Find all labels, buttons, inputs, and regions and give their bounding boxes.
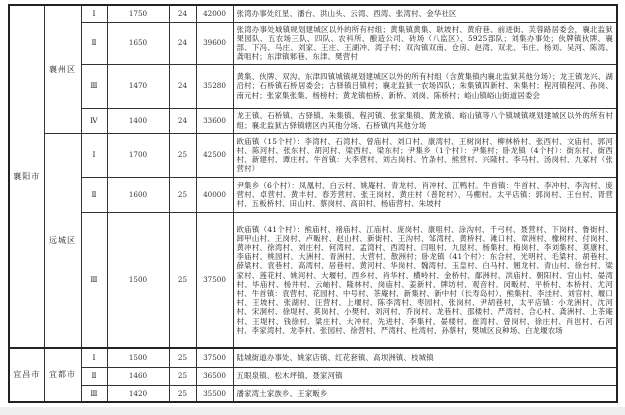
value-2-cell: 25 [169, 177, 196, 212]
grade-cell: Ⅰ [81, 348, 107, 367]
table-row [9, 385, 617, 402]
grade-cell: Ⅰ [81, 133, 107, 177]
value-3-cell: 39600 [196, 22, 233, 64]
city-cell: 襄阳市 [9, 5, 44, 348]
table-row [9, 367, 617, 385]
district-cell: 远城区 [44, 133, 81, 348]
area-description: 欧庙镇（41个村）：熊庙村、褚庙村、江庙村、庞岗村、康咀村、涂沟村、千弓村、聂营村、下岗村、鲁街村、卸甲山村、王岗村、卢畈村、赵山村、新街村、王沟村、邹湾村、黄桥村、滩口村、章洲村、橡树村、付岗村、黄冲村、徐湾村、刘庄村、何湾村、孟湾村、西湾村、闫咀村、九屋村、杨集村、梅岗村、李刘集村、莫康村、李庙村、桃园村、大洲村、青洲村、大营村、散洲村；卧龙镇（41个村）：东合村、光明村、毛粱村、胡巷村、薛粱村、袁巷村、高湾村、居巷村、黄河村、华岗村、魏湾村、玉皇村、白马村、翘龙村、青山村、徐台村、梁家村、莲花村、姚河村、大堰村、西乡村、肖华村、横岭村、金桥村、鄢洲村、洪庙村、朝阳村、官山村、晏湾村、毕庙村、杨井村、云岫村、隆林村、岗庙村、姜新村、牌坊村、观音村、闵畈村、平桥村、本桥村、尤河村、牛首镇：袁营村、花园村、中号村、茶庵村、新集村、新中村（长寿岛村）、熊集村、李洼村、刘官村、堰口村、王坡村、张湖村、汪营村、上堰村、陈李湾村、枣园村、张岗村、尹胡巷村，太平店镇：小龙洲村、沈河村、宋洞村、徐堤村、莫岗村、小樊村、刘河村、乔岗村、龙巷村、邵楼村、严湾村、合心村、龚洲村、上茶庵村、王堤村、钱徐村、粱庄村、大冲村、先进村、李集村、晏楼村、崔湾村、曾岗村、徐庄村、肖岜村、石河村、李家湾村、龙李村、张园村、徐营村、严湾村、杜湾村、孙蔡村，樊城区良种场、白龙堰农场 [233, 212, 617, 348]
area-description: 黄集、伙牌、双沟、东津四镇城镇规划建城区以外的所有村组（含黄集镇内襄北监狱其他分场）；龙王镇龙兴、湖沿村；石桥镇石桥居委会；古驿镇吕镇村；襄北监狱一农场四队；朱集镇四新村、朱集村；程河镇程河、孙岗、南元村；张家集张集、杨榜村；黄龙镇柏桥、新桥、刘岗、陈桥村；峪山镇峪山街道居委会 [233, 64, 617, 108]
district-cell: 宜都市 [44, 348, 81, 402]
table-row [9, 212, 617, 348]
grade-cell: Ⅱ [81, 177, 107, 212]
area-description: 陆城街道办事处、姚家店镇、红花套镇、高坝洲镇、枝城镇 [233, 348, 617, 367]
value-1-cell: 1460 [107, 367, 169, 385]
value-1-cell: 1500 [107, 212, 169, 348]
value-2-cell: 24 [169, 64, 196, 108]
area-description: 潘家湾土家族乡、王家畈乡 [233, 385, 617, 402]
value-1-cell: 1650 [107, 22, 169, 64]
value-1-cell: 1600 [107, 177, 169, 212]
value-2-cell: 25 [169, 385, 196, 402]
value-1-cell: 1750 [107, 5, 169, 22]
grade-cell: Ⅲ [81, 385, 107, 402]
table-row [9, 64, 617, 108]
value-3-cell: 42500 [196, 133, 233, 177]
land-compensation-table [8, 4, 618, 403]
value-1-cell: 1500 [107, 348, 169, 367]
value-2-cell: 24 [169, 22, 196, 64]
value-3-cell: 37500 [196, 212, 233, 348]
grade-cell: Ⅱ [81, 367, 107, 385]
area-description: 张湾办事处城镇规划建城区以外的所有村组；黄集镇黄集、耿坡村、黄府巷、前进街、芙蓉路居委会，襄北监狱果园队、五农场三队、四队、农科所、酿造公司、砖场（八监区）、5925部队；刘集办事处；伙牌镇伙牌、襄部、下冯、马庄、刘家、王庄、王湖冲、湾子村；双沟镇双南、仓房、赵湾、双北、韦庄、杨刘、吴河、陈湾、龚咀村；东津镇邾巷、东津、樊营村 [233, 22, 617, 64]
table-row [9, 108, 617, 133]
value-1-cell: 1420 [107, 385, 169, 402]
grade-cell: Ⅳ [81, 108, 107, 133]
value-3-cell: 35500 [196, 385, 233, 402]
value-2-cell: 24 [169, 5, 196, 22]
value-1-cell: 1400 [107, 108, 169, 133]
value-3-cell: 37500 [196, 348, 233, 367]
value-2-cell: 25 [169, 212, 196, 348]
value-2-cell: 25 [169, 133, 196, 177]
table-row [9, 177, 617, 212]
value-2-cell: 24 [169, 108, 196, 133]
table-row [9, 133, 617, 177]
value-1-cell: 1700 [107, 133, 169, 177]
value-2-cell: 25 [169, 348, 196, 367]
value-3-cell: 36500 [196, 367, 233, 385]
value-3-cell: 35280 [196, 64, 233, 108]
value-2-cell: 25 [169, 367, 196, 385]
table-row [9, 5, 617, 22]
value-3-cell: 42000 [196, 5, 233, 22]
area-description: 张湾办事处红星、潘台、洪山头、云湾、西湾、张湾村、金华社区 [233, 5, 617, 22]
district-cell: 襄州区 [44, 5, 81, 133]
grade-cell: Ⅰ [81, 5, 107, 22]
grade-cell: Ⅲ [81, 212, 107, 348]
table-row [9, 348, 617, 367]
grade-cell: Ⅱ [81, 22, 107, 64]
page-bottom-band [0, 407, 625, 415]
city-cell: 宜昌市 [9, 348, 44, 402]
table-row [9, 22, 617, 64]
value-1-cell: 1470 [107, 64, 169, 108]
grade-cell: Ⅲ [81, 64, 107, 108]
value-3-cell: 33600 [196, 108, 233, 133]
area-description: 五眼泉镇、松木坪镇、聂家河镇 [233, 367, 617, 385]
area-description: 欧庙镇（15个村）：李湾村、石湾村、曾庙村、刘口村、康湾村、王树岗村、柳林桥村、张西村、文庙村、郭河村、陈河村、张东村、胡河村、梁西村、梁东村；尹集乡（1个村）：尹集村；卧龙镇（4个村）：街东村、街西村、新建村、谭庄村。牛首镇：大李营村、刘古岗村、竹条村、熊营村、兴隆村、李马村、汤岗村、九冢村（张营村） [233, 133, 617, 177]
area-description: 龙王镇、石桥镇、古驿镇、朱集镇、程河镇、张家集镇、黄龙镇、峪山镇等八个镇城镇规划建城区以外的所有村组；襄北监狱古驿镇辖区内其他分场、石桥镇内其他分场 [233, 108, 617, 133]
value-3-cell: 40000 [196, 177, 233, 212]
area-description: 尹集乡（6个村）：凤凰村、白云村、姚庵村、青龙村、肖冲村、江鸭村。牛首镇：牛首村、李冲村、李沟村、庞营村、卓营村、黄丰村、春芳营村、张王岗村、黄庄村（普陀村）、马棚村。太平店镇：郭岗村、王台村、胥营村、五板桥村、田山村、蔡岗村、高田村、杨庙营村、朱坡村 [233, 177, 617, 212]
